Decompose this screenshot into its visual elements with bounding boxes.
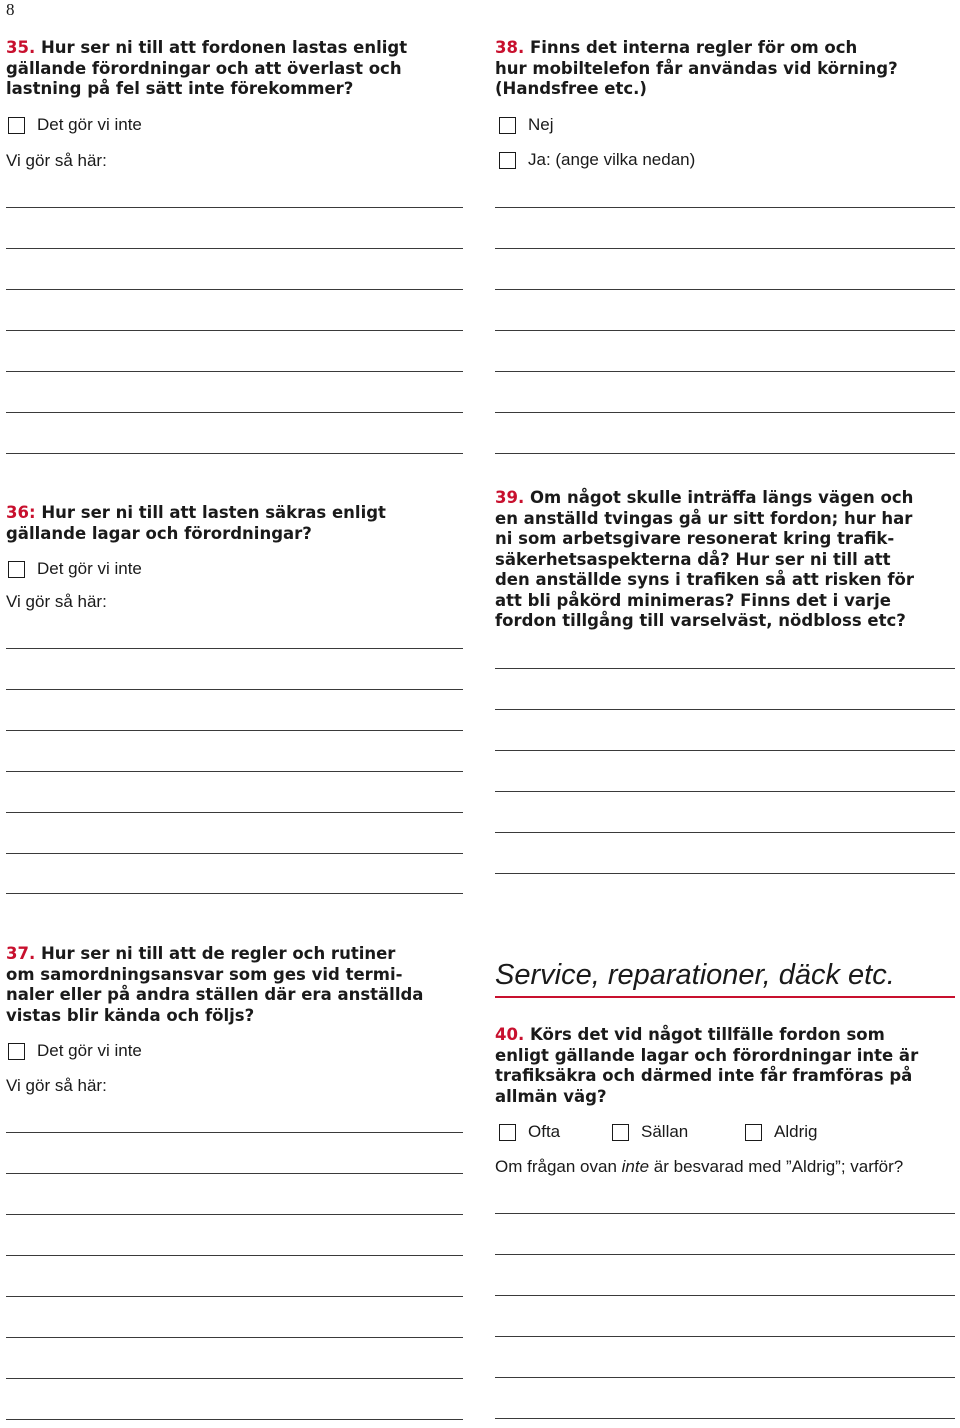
q40-option-ofta[interactable] [499,1122,560,1142]
question-37-text-line: om samordningsansvar som ges vid termi- [6,964,403,984]
checkbox[interactable] [499,1124,516,1141]
question-37-number: 37. [6,944,36,963]
q36-option-label: Det gör vi inte [37,559,142,578]
question-40-text-line: Körs det vid något tillfälle fordon som [529,1025,885,1044]
question-38-text-line: (Handsfree etc.) [495,79,647,98]
question-37-text-line: naler eller på andra ställen där era anställda [6,985,424,1004]
question-39-text-line: den anställde syns i trafiken så att risken för [495,570,914,589]
question-38 [495,38,955,100]
q40-option-aldrig[interactable] [745,1122,817,1142]
question-36 [6,503,461,544]
question-40-text-line: allmän väg? [495,1086,607,1106]
checkbox[interactable] [8,1043,25,1060]
q38-option-ja-label: Ja: (ange vilka nedan) [528,150,696,169]
page-number: 8 [6,0,15,19]
q40-followup-post: är besvarad med ”Aldrig”; varför? [649,1157,904,1176]
question-39-text-line: en anställd tvingas gå ur sitt fordon; hur har [495,508,913,528]
q35-answer-prompt: Vi gör så här: [6,151,107,170]
question-40-text-line: trafiksäkra och därmed inte får framföras på [495,1066,913,1085]
question-39-text-line: Om något skulle inträffa längs vägen och [529,488,914,507]
question-39-text-line: ni som arbetsgivare resonerat kring trafik- [495,529,895,548]
checkbox[interactable] [745,1124,762,1141]
question-39-text-line: att bli påkörd minimeras? Finns det i varje [495,590,891,610]
checkbox[interactable] [8,117,25,134]
question-36-text-line: Hur ser ni till att lasten säkras enligt [41,503,386,522]
q38-option-nej-label: Nej [528,115,554,134]
section-title: Service, reparationer, däck etc. [495,957,955,998]
q40-option-sallan-label: Sällan [641,1122,689,1141]
question-38-text-line: Finns det interna regler för om och [529,38,858,57]
checkbox[interactable] [612,1124,629,1141]
checkbox[interactable] [499,152,516,169]
question-37 [6,944,468,1026]
q38-option-ja[interactable] [499,150,695,170]
q37-answer-prompt: Vi gör så här: [6,1076,107,1095]
q40-option-aldrig-label: Aldrig [774,1122,818,1141]
question-39-number: 39. [495,488,525,507]
checkbox[interactable] [499,117,516,134]
question-35-text-line: lastning på fel sätt inte förekommer? [6,79,354,98]
checkbox[interactable] [8,561,25,578]
question-40 [495,1025,957,1107]
q36-option-det-gor-vi-inte[interactable] [8,559,142,579]
q36-answer-prompt: Vi gör så här: [6,592,107,611]
question-35-text-line: gällande förordningar och att överlast och [6,58,402,78]
question-36-text-line: gällande lagar och förordningar? [6,523,312,543]
q40-followup-pre: Om frågan ovan [495,1157,622,1176]
question-39-text-line: fordon tillgång till varselväst, nödbloss etc? [495,611,906,630]
q40-option-sallan[interactable] [612,1122,688,1142]
question-37-text-line: Hur ser ni till att de regler och rutiner [40,944,396,963]
question-38-number: 38. [495,38,525,57]
question-35-text-line: Hur ser ni till att fordonen lastas enligt [40,38,408,57]
q38-option-nej[interactable] [499,115,554,135]
question-35 [6,38,461,100]
question-39 [495,488,957,632]
question-37-text-line: vistas blir kända och följs? [6,1005,255,1025]
q40-option-ofta-label: Ofta [528,1122,561,1141]
q40-followup-emphasis: inte [621,1157,650,1176]
q35-option-label: Det gör vi inte [37,115,142,134]
question-35-number: 35. [6,38,36,57]
q40-followup-question [495,1157,903,1177]
q37-option-label: Det gör vi inte [37,1041,142,1060]
question-36-number: 36: [6,503,36,522]
question-39-text-line: säkerhetsaspekterna då? Hur ser ni till att [495,549,891,569]
q37-option-det-gor-vi-inte[interactable] [8,1041,142,1061]
q35-option-det-gor-vi-inte[interactable] [8,115,142,135]
question-38-text-line: hur mobiltelefon får användas vid körning? [495,58,898,78]
question-40-text-line: enligt gällande lagar och förordningar inte är [495,1045,919,1065]
question-40-number: 40. [495,1025,525,1044]
